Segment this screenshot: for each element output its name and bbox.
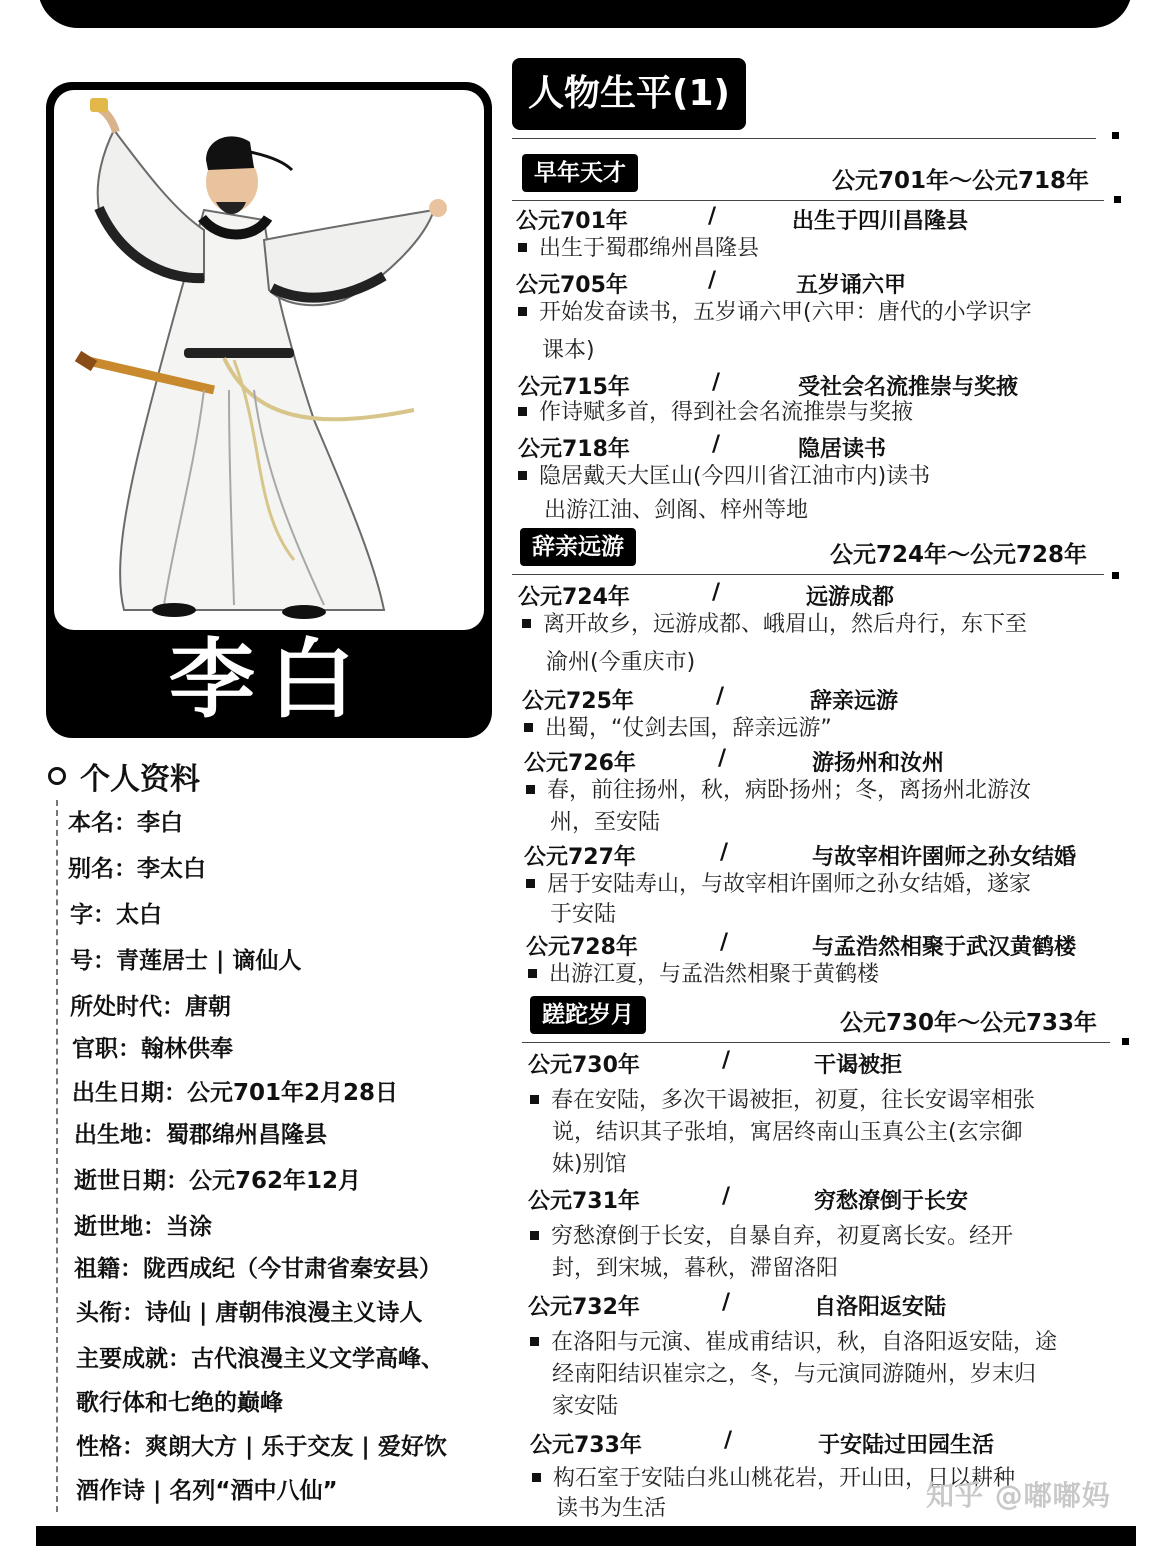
- entry-year: 公元732年: [528, 1295, 640, 1320]
- entry-desc-cont: 于安陆: [550, 902, 617, 927]
- entry-desc: 作诗赋多首，得到社会名流推崇与奖掖: [518, 396, 913, 429]
- square-bullet-icon: [526, 785, 535, 794]
- entry-event: 与孟浩然相聚于武汉黄鹤楼: [812, 935, 1077, 960]
- portrait-card: [46, 82, 492, 738]
- entry-year: 公元705年: [516, 273, 628, 298]
- entry-desc-cont: 读书为生活: [556, 1496, 667, 1521]
- square-bullet-icon: [518, 471, 527, 480]
- entry-desc: 离开故乡，远游成都、峨眉山，然后舟行，东下至: [522, 608, 1027, 641]
- separator: /: [724, 1428, 733, 1453]
- entry-year: 公元728年: [526, 935, 638, 960]
- entry-desc: 出游江夏，与孟浩然相聚于黄鹤楼: [528, 958, 879, 991]
- entry-year: 公元731年: [528, 1189, 640, 1214]
- entry-event: 远游成都: [806, 585, 895, 610]
- separator: /: [718, 746, 727, 771]
- period-range: 公元701年～公元718年: [832, 168, 1090, 194]
- profile-field: 歌行体和七绝的巅峰: [76, 1390, 283, 1416]
- profile-field: 别名：李太白: [68, 856, 206, 882]
- square-bullet-icon: [1112, 132, 1119, 139]
- entry-event: 隐居读书: [798, 437, 887, 462]
- profile-heading-label: 个人资料: [80, 762, 200, 797]
- entry-desc-cont: 课本): [542, 338, 595, 363]
- profile-field: 本名：李白: [68, 810, 183, 836]
- entry-year: 公元726年: [524, 751, 636, 776]
- entry-year: 公元715年: [518, 375, 630, 400]
- entry-desc: 开始发奋读书，五岁诵六甲(六甲：唐代的小学识字: [518, 296, 1032, 329]
- entry-event: 辞亲远游: [810, 689, 899, 714]
- entry-year: 公元727年: [524, 845, 636, 870]
- entry-event: 游扬州和汝州: [812, 751, 945, 776]
- entry-desc-cont: 经南阳结识崔宗之，冬，与元演同游随州，岁末归: [552, 1362, 1037, 1387]
- entry-event: 五岁诵六甲: [796, 273, 907, 298]
- entry-year: 公元718年: [518, 437, 630, 462]
- separator: /: [708, 204, 717, 229]
- li-bai-illustration: [54, 90, 484, 630]
- divider: [512, 200, 1104, 201]
- entry-event: 受社会名流推崇与奖掖: [798, 375, 1019, 400]
- square-bullet-icon: [518, 407, 527, 416]
- entry-desc-cont: 说，结识其子张垍，寓居终南山玉真公主(玄宗御: [552, 1120, 1023, 1145]
- period-tag: 辞亲远游: [520, 528, 636, 566]
- profile-field: 出生地：蜀郡绵州昌隆县: [74, 1122, 327, 1148]
- entry-event: 穷愁潦倒于长安: [814, 1189, 969, 1214]
- circle-bullet-icon: [48, 767, 66, 785]
- entry-event: 于安陆过田园生活: [818, 1433, 995, 1458]
- entry-desc-cont: 州，至安陆: [550, 810, 661, 835]
- entry-desc: 居于安陆寿山，与故宰相许圉师之孙女结婚，遂家: [526, 868, 1031, 901]
- square-bullet-icon: [528, 969, 537, 978]
- watermark: 知乎 @嘟嘟妈: [926, 1479, 1111, 1512]
- profile-field: 祖籍：陇西成纪（今甘肃省秦安县）: [74, 1256, 442, 1282]
- entry-desc: 穷愁潦倒于长安，自暴自弃，初夏离长安。经开: [530, 1220, 1013, 1253]
- square-bullet-icon: [532, 1473, 541, 1482]
- entry-event: 自洛阳返安陆: [814, 1295, 947, 1320]
- life-section-title: 人物生平(1): [512, 58, 746, 130]
- separator: /: [722, 1184, 731, 1209]
- top-banner: [38, 0, 1132, 28]
- entry-desc: 春在安陆，多次干谒被拒，初夏，往长安谒宰相张: [530, 1084, 1035, 1117]
- separator: /: [712, 370, 721, 395]
- entry-event: 与故宰相许圉师之孙女结婚: [812, 845, 1077, 870]
- separator: /: [708, 268, 717, 293]
- divider: [512, 138, 1096, 139]
- profile-field: 主要成就：古代浪漫主义文学高峰、: [76, 1346, 444, 1372]
- profile-field: 官职：翰林供奉: [72, 1036, 233, 1062]
- entry-desc-cont: 家安陆: [552, 1394, 619, 1419]
- square-bullet-icon: [530, 1231, 539, 1240]
- period-range: 公元730年～公元733年: [840, 1010, 1098, 1036]
- profile-field: 逝世地：当涂: [74, 1214, 212, 1240]
- divider: [512, 574, 1104, 575]
- separator: /: [722, 1048, 731, 1073]
- separator: /: [722, 1290, 731, 1315]
- bottom-banner: [36, 1526, 1136, 1546]
- entry-desc: 春，前往扬州，秋，病卧扬州；冬，离扬州北游汝: [526, 774, 1031, 807]
- profile-field: 出生日期：公元701年2月28日: [72, 1080, 399, 1106]
- entry-desc: 构石室于安陆白兆山桃花岩，开山田，日以耕种: [532, 1462, 1015, 1495]
- period-tag: 早年天才: [522, 154, 638, 192]
- square-bullet-icon: [526, 879, 535, 888]
- entry-desc-cont: 妹)别馆: [552, 1152, 627, 1177]
- profile-field: 头衔：诗仙 | 唐朝伟浪漫主义诗人: [76, 1300, 423, 1326]
- square-bullet-icon: [518, 307, 527, 316]
- square-bullet-icon: [1114, 196, 1121, 203]
- entry-year: 公元725年: [522, 689, 634, 714]
- entry-desc: 在洛阳与元演、崔成甫结识，秋，自洛阳返安陆，途: [530, 1326, 1057, 1359]
- entry-desc-cont: 渝州(今重庆市): [546, 650, 696, 675]
- profile-field: 酒作诗 | 名列“酒中八仙”: [76, 1478, 338, 1504]
- entry-event: 出生于四川昌隆县: [792, 209, 969, 234]
- entry-year: 公元730年: [528, 1053, 640, 1078]
- entry-desc: 隐居戴天大匡山(今四川省江油市内)读书: [518, 460, 930, 493]
- square-bullet-icon: [522, 619, 531, 628]
- profile-field: 逝世日期：公元762年12月: [74, 1168, 362, 1194]
- square-bullet-icon: [1112, 572, 1119, 579]
- separator: /: [712, 432, 721, 457]
- entry-year: 公元701年: [516, 209, 628, 234]
- profile-divider: [56, 800, 58, 1512]
- square-bullet-icon: [524, 723, 533, 732]
- square-bullet-icon: [530, 1095, 539, 1104]
- entry-desc: 出生于蜀郡绵州昌隆县: [518, 232, 759, 265]
- separator: /: [716, 684, 725, 709]
- entry-year: 公元724年: [518, 585, 630, 610]
- profile-field: 号：青莲居士 | 谪仙人: [70, 948, 302, 974]
- separator: /: [720, 840, 729, 865]
- entry-desc: 出蜀，“仗剑去国，辞亲远游”: [524, 712, 832, 745]
- profile-field: 字：太白: [70, 902, 162, 928]
- profile-field: 性格：爽朗大方 | 乐于交友 | 爱好饮: [76, 1434, 447, 1460]
- separator: /: [712, 580, 721, 605]
- divider: [522, 1042, 1110, 1043]
- profile-field: 所处时代：唐朝: [70, 994, 231, 1020]
- separator: /: [720, 930, 729, 955]
- entry-desc-cont: 出游江油、剑阁、梓州等地: [544, 498, 809, 523]
- period-range: 公元724年～公元728年: [830, 542, 1088, 568]
- poet-figure-icon: [54, 90, 484, 630]
- square-bullet-icon: [518, 243, 527, 252]
- profile-heading: [48, 754, 200, 798]
- square-bullet-icon: [1122, 1038, 1129, 1045]
- entry-year: 公元733年: [530, 1433, 642, 1458]
- poet-name: 李白: [169, 630, 369, 730]
- entry-desc-cont: 封，到宋城，暮秋，滞留洛阳: [552, 1256, 839, 1281]
- square-bullet-icon: [530, 1337, 539, 1346]
- entry-event: 干谒被拒: [814, 1053, 903, 1078]
- period-tag: 蹉跎岁月: [530, 996, 646, 1034]
